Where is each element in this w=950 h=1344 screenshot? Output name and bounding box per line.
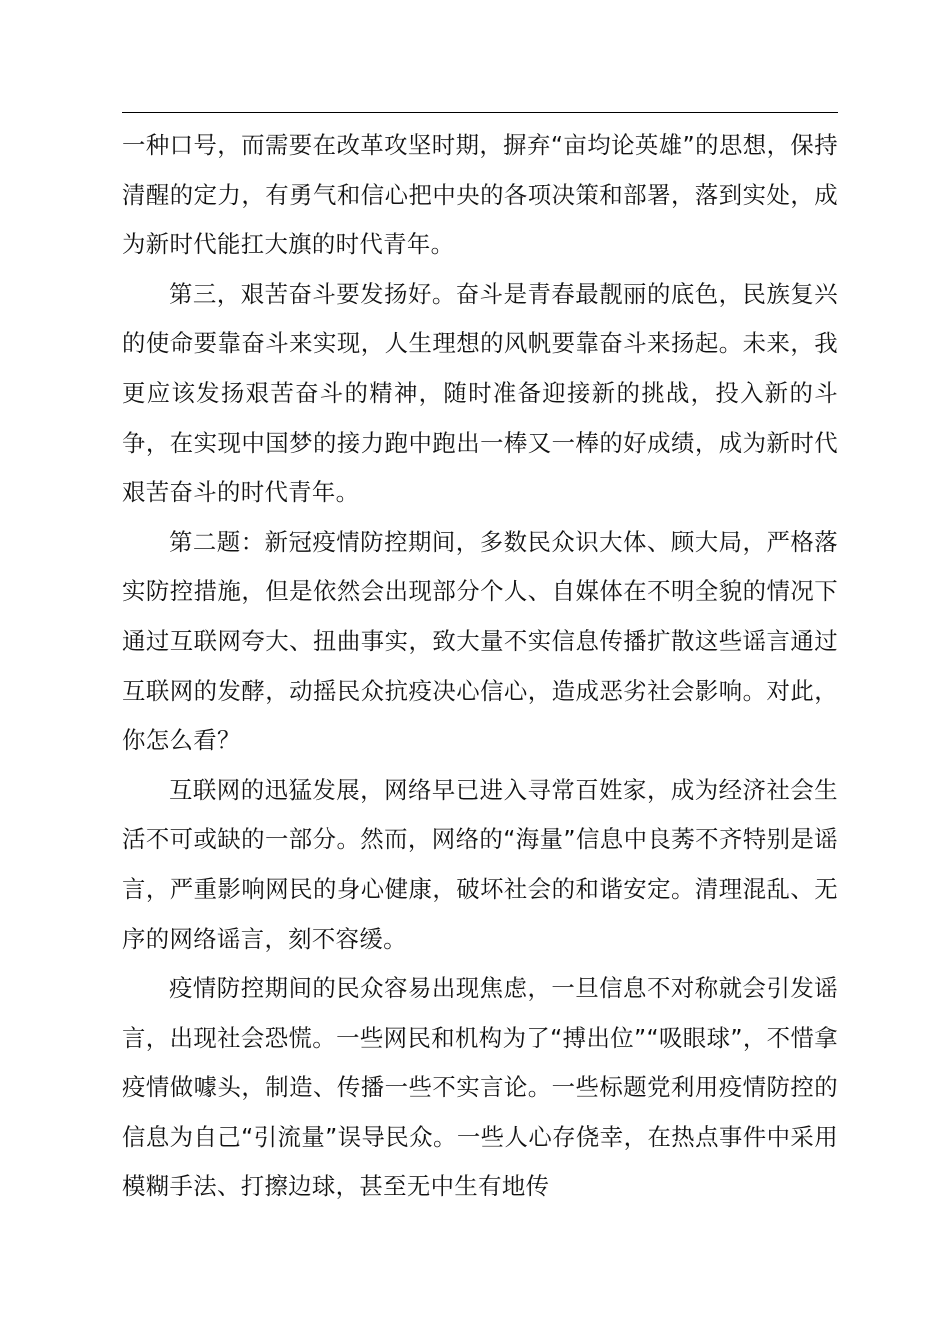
paragraph-point-three: 第三，艰苦奋斗要发扬好。奋斗是青春最靓丽的底色，民族复兴的使命要靠奋斗来实现，人生理想的风帆要靠奋斗来扬起。未来，我更应该发扬艰苦奋斗的精神，随时准备迎接新的挑战，投入新的斗争，在实现中国梦的接力跑中跑出一棒又一棒的好成绩，成为新时代艰苦奋斗的时代青年。	[122, 279, 838, 507]
paragraph-epidemic-rumors: 疫情防控期间的民众容易出现焦虑，一旦信息不对称就会引发谣言，出现社会恐慌。一些网民和机构为了“搏出位”“吸眼球”，不惜拿疫情做噱头，制造、传播一些不实言论。一些标题党利用疫情防控的信息为自己“引流量”误导民众。一些人心存侥幸，在热点事件中采用模糊手法、打擦边球，甚至无中生有地传	[122, 974, 838, 1201]
paragraph-internet-development: 互联网的迅猛发展，网络早已进入寻常百姓家，成为经济社会生活不可或缺的一部分。然而，网络的“海量”信息中良莠不齐特别是谣言，严重影响网民的身心健康，破坏社会的和谐安定。清理混乱、无序的网络谣言，刻不容缓。	[122, 775, 838, 953]
body-text	[122, 121, 838, 1212]
paragraph-continuation: 一种口号，而需要在改革攻坚时期，摒弃“亩均论英雄”的思想，保持清醒的定力，有勇气和信心把中央的各项决策和部署，落到实处，成为新时代能扛大旗的时代青年。	[122, 131, 838, 259]
header-rule	[122, 112, 838, 113]
paragraph-question-two: 第二题：新冠疫情防控期间，多数民众识大体、顾大局，严格落实防控措施，但是依然会出现部分个人、自媒体在不明全貌的情况下通过互联网夸大、扭曲事实，致大量不实信息传播扩散这些谣言通过互联网的发酵，动摇民众抗疫决心信心，造成恶劣社会影响。对此，你怎么看？	[122, 527, 838, 755]
